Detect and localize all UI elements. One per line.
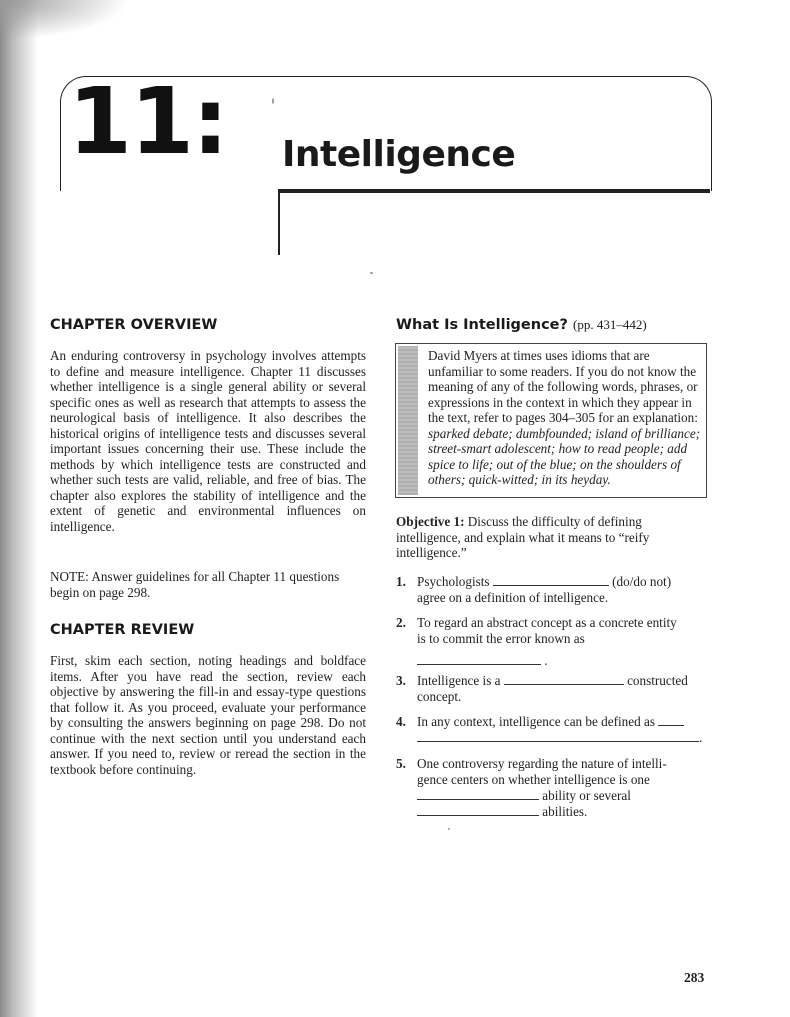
- overview-note: NOTE: Answer guidelines for all Chapter 11 questions begin on page 298.: [50, 569, 340, 600]
- question-text: (do/do not): [612, 574, 672, 589]
- section-title: What Is Intelligence?: [396, 317, 568, 333]
- review-heading: CHAPTER REVIEW: [50, 622, 195, 638]
- section-pages: (pp. 431–442): [573, 317, 647, 332]
- question-text: gence centers on whether intelligence is one: [417, 772, 650, 787]
- answer-blank[interactable]: [658, 714, 684, 726]
- question-text: Psychologists: [417, 574, 490, 589]
- chapter-number: 11:: [68, 68, 227, 175]
- objective-1: [396, 514, 706, 561]
- overview-body: An enduring controversy in psychology involves attempts to define and measure intelligence. Chapter 11 discusses whether intelligence is a single general ability or several specific ones as well as research that attempts to assess the neurological basis of intelligence. It also describes the historical origins of intelligence tests and discusses several important issues concerning their use. These include the methods by which intelligence tests are constructed and whether such tests are valid, reliable, and free of bias. The chapter also explores the stability of intelligence and the extent of genetic and environmental influences on intelligence.: [50, 348, 366, 534]
- section-heading: [396, 317, 647, 333]
- answer-blank[interactable]: [417, 804, 539, 816]
- question-text: ability or several: [542, 788, 631, 803]
- question-text: One controversy regarding the nature of intelli-: [417, 756, 667, 771]
- question-text: agree on a definition of intelligence.: [417, 590, 609, 605]
- title-tick: [278, 189, 280, 255]
- question-number: 4.: [396, 714, 406, 729]
- answer-blank[interactable]: [417, 730, 699, 742]
- page-corner-shadow: [0, 0, 130, 40]
- idiom-box-text: [428, 348, 702, 488]
- answer-blank[interactable]: [504, 673, 624, 685]
- question-text: .: [699, 730, 703, 745]
- question-number: 5.: [396, 756, 406, 771]
- question-text: To regard an abstract concept as a concrete entity: [417, 615, 677, 630]
- idiom-box-shading: [398, 346, 418, 495]
- idiom-intro: David Myers at times uses idioms that are unfamiliar to some readers. If you do not know the meaning of any of the following words, phrases, or expressions in the context in which they appear in the text, refer to pages 304–305 for an explanation:: [428, 348, 698, 425]
- answer-blank[interactable]: [493, 574, 609, 586]
- question-text: .: [544, 653, 548, 668]
- title-rule: [278, 189, 710, 193]
- question-number: 3.: [396, 673, 406, 688]
- question-text: concept.: [417, 689, 462, 704]
- page-gutter-shadow: [0, 0, 38, 1017]
- question-text: Intelligence is a: [417, 673, 501, 688]
- overview-heading: CHAPTER OVERVIEW: [50, 317, 218, 333]
- chapter-title: Intelligence: [282, 134, 516, 175]
- question-1: [396, 574, 708, 606]
- question-text: is to commit the error known as: [417, 631, 585, 646]
- question-number: 2.: [396, 615, 406, 630]
- question-5: [396, 756, 708, 820]
- answer-blank[interactable]: [417, 788, 539, 800]
- question-text: In any context, intelligence can be defined as: [417, 714, 656, 729]
- objective-text: Discuss the difficulty of defining intelligence, and explain what it means to “reify intelligence.”: [396, 514, 650, 560]
- question-4: [396, 714, 708, 746]
- answer-blank[interactable]: [417, 653, 541, 665]
- review-body: First, skim each section, noting headings and boldface items. After you have read the section, review each objective by answering the fill-in and essay-type questions that follow it. As you proceed, evaluate your performance by consulting the answers beginning on page 298. Do not continue with the next section until you understand each answer. If you need to, review or reread the section in the textbook before continuing.: [50, 653, 366, 777]
- page-number: 283: [684, 970, 705, 985]
- scan-speck: [272, 98, 274, 104]
- question-3: [396, 673, 708, 705]
- scan-speck: [448, 828, 450, 830]
- scan-speck: [370, 272, 373, 274]
- question-text: abilities.: [542, 804, 588, 819]
- idiom-list: sparked debate; dumbfounded; island of brilliance; street-smart adolescent; how to read people; add spice to life; out of the blue; on the shoulders of others; quick-witted; in its heyday.: [428, 425, 701, 487]
- question-2: [396, 615, 708, 669]
- objective-label: Objective 1:: [396, 514, 465, 529]
- question-number: 1.: [396, 574, 406, 589]
- question-text: constructed: [627, 673, 688, 688]
